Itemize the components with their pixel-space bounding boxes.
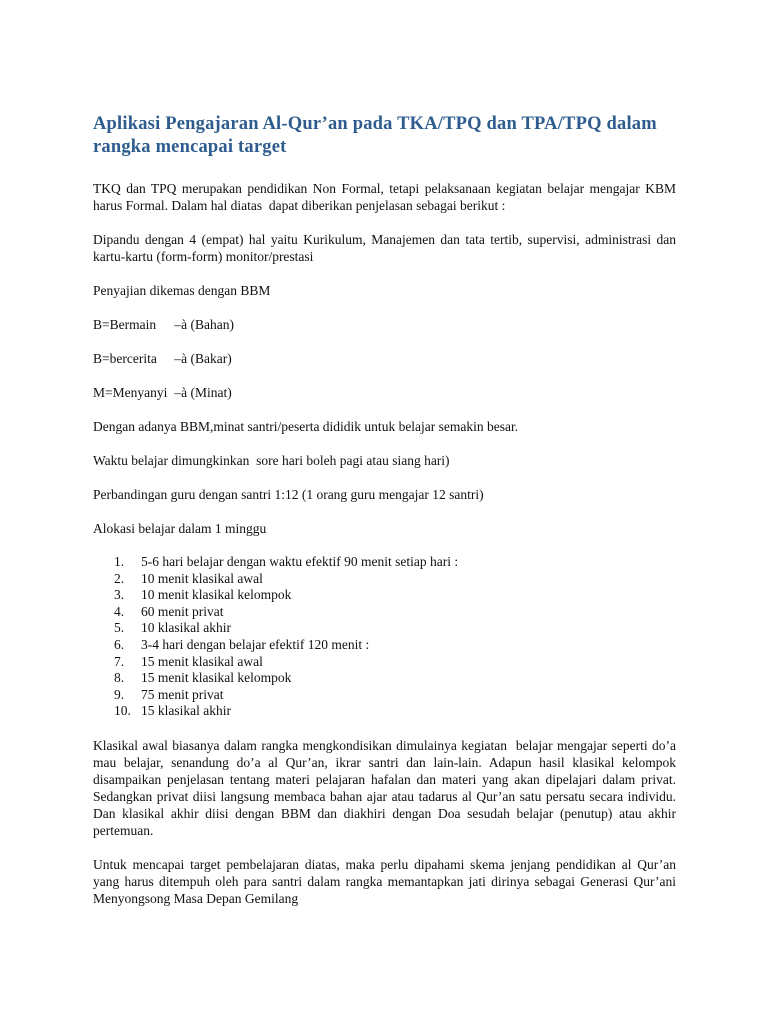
document-title: Aplikasi Pengajaran Al-Qur’an pada TKA/TPQ dan TPA/TPQ dalam rangka mencapai target bbox=[93, 114, 657, 157]
list-item bbox=[93, 587, 676, 604]
bbm-label: B=Bermain bbox=[93, 317, 157, 332]
alokasi-list bbox=[93, 554, 676, 720]
list-item-number: 6. bbox=[114, 636, 125, 652]
list-item-text: 10 menit klasikal awal bbox=[141, 570, 263, 586]
list-item-text: 10 menit klasikal kelompok bbox=[141, 587, 292, 603]
list-item bbox=[93, 604, 676, 621]
list-item-number: 2. bbox=[114, 570, 125, 586]
list-item-text: 75 menit privat bbox=[141, 686, 224, 702]
list-item bbox=[93, 637, 676, 654]
bbm-label: B=bercerita bbox=[93, 351, 157, 366]
list-item bbox=[93, 687, 676, 704]
list-item-text: 3-4 hari dengan belajar efektif 120 menit : bbox=[141, 636, 370, 652]
list-item-number: 1. bbox=[114, 554, 125, 569]
list-item-text: 15 menit klasikal kelompok bbox=[141, 670, 292, 686]
list-item bbox=[93, 554, 676, 571]
mid-paragraph-alokasi: Alokasi belajar dalam 1 minggu bbox=[93, 521, 267, 536]
list-item-number: 10. bbox=[114, 703, 131, 719]
intro-paragraph-3: Penyajian dikemas dengan BBM bbox=[93, 283, 271, 298]
list-item-number: 9. bbox=[114, 686, 125, 702]
bbm-line-bercerita bbox=[93, 350, 676, 367]
list-item-number: 7. bbox=[114, 653, 125, 669]
list-item-text: 10 klasikal akhir bbox=[141, 620, 231, 636]
intro-paragraph-1: TKQ dan TPQ merupakan pendidikan Non Formal, tetapi pelaksanaan kegiatan belajar mengajar KBM harus Formal. Dalam hal diatas dapat diberikan penjelasan sebagai berikut : bbox=[93, 181, 676, 213]
closing-paragraph-klasikal: Klasikal awal biasanya dalam rangka mengkondisikan dimulainya kegiatan belajar mengajar seperti do’a mau belajar, senandung do’a al Qur’an, ikrar santri dan lain-lain. Adapun hasil klasikal kelompok disampaikan penjelasan tentang materi pelajaran hafalan dan materi yang akan dipelajari dalam privat. Sedangkan privat diisi langsung membaca bahan ajar atau tadarus al Qur’an satu persatu secara individu. Dan klasikal akhir diisi dengan BBM dan diakhiri dengan Doa sesudah belajar (penutup) atau akhir pertemuan. bbox=[93, 737, 676, 838]
list-item-number: 4. bbox=[114, 603, 125, 619]
document-content bbox=[93, 113, 676, 924]
list-item-number: 5. bbox=[114, 620, 125, 636]
list-item bbox=[93, 620, 676, 637]
mid-paragraph-bbm-minat: Dengan adanya BBM,minat santri/peserta dididik untuk belajar semakin besar. bbox=[93, 419, 519, 434]
bbm-arrow-text: –à (Minat) bbox=[174, 385, 232, 400]
mid-paragraph-waktu: Waktu belajar dimungkinkan sore hari boleh pagi atau siang hari) bbox=[93, 453, 450, 468]
list-item-text: 60 menit privat bbox=[141, 603, 224, 619]
intro-paragraph-2: Dipandu dengan 4 (empat) hal yaitu Kurikulum, Manajemen dan tata tertib, supervisi, administrasi dan kartu-kartu (form-form) monitor/prestasi bbox=[93, 232, 676, 264]
mid-paragraph-perbandingan: Perbandingan guru dengan santri 1:12 (1 orang guru mengajar 12 santri) bbox=[93, 487, 484, 502]
closing-paragraph-target: Untuk mencapai target pembelajaran diatas, maka perlu dipahami skema jenjang pendidikan al Qur’an yang harus ditempuh oleh para santri dalam rangka memantapkan jati dirinya sebagai Generasi Qur’ani Menyongsong Masa Depan Gemilang bbox=[93, 856, 676, 906]
list-item bbox=[93, 571, 676, 588]
bbm-arrow-text: –à (Bakar) bbox=[174, 351, 232, 366]
list-item-number: 3. bbox=[114, 587, 125, 603]
list-item-number: 8. bbox=[114, 670, 125, 686]
list-item-text: 15 menit klasikal awal bbox=[141, 653, 263, 669]
list-item bbox=[93, 654, 676, 671]
bbm-arrow-text: –à (Bahan) bbox=[174, 317, 234, 332]
bbm-label: M=Menyanyi bbox=[93, 385, 168, 400]
list-item-text: 5-6 hari belajar dengan waktu efektif 90 menit setiap hari : bbox=[141, 554, 459, 569]
list-item bbox=[93, 670, 676, 687]
list-item bbox=[93, 703, 676, 720]
list-item-text: 15 klasikal akhir bbox=[141, 703, 231, 719]
bbm-line-menyanyi bbox=[93, 384, 676, 401]
bbm-line-bermain bbox=[93, 316, 676, 333]
